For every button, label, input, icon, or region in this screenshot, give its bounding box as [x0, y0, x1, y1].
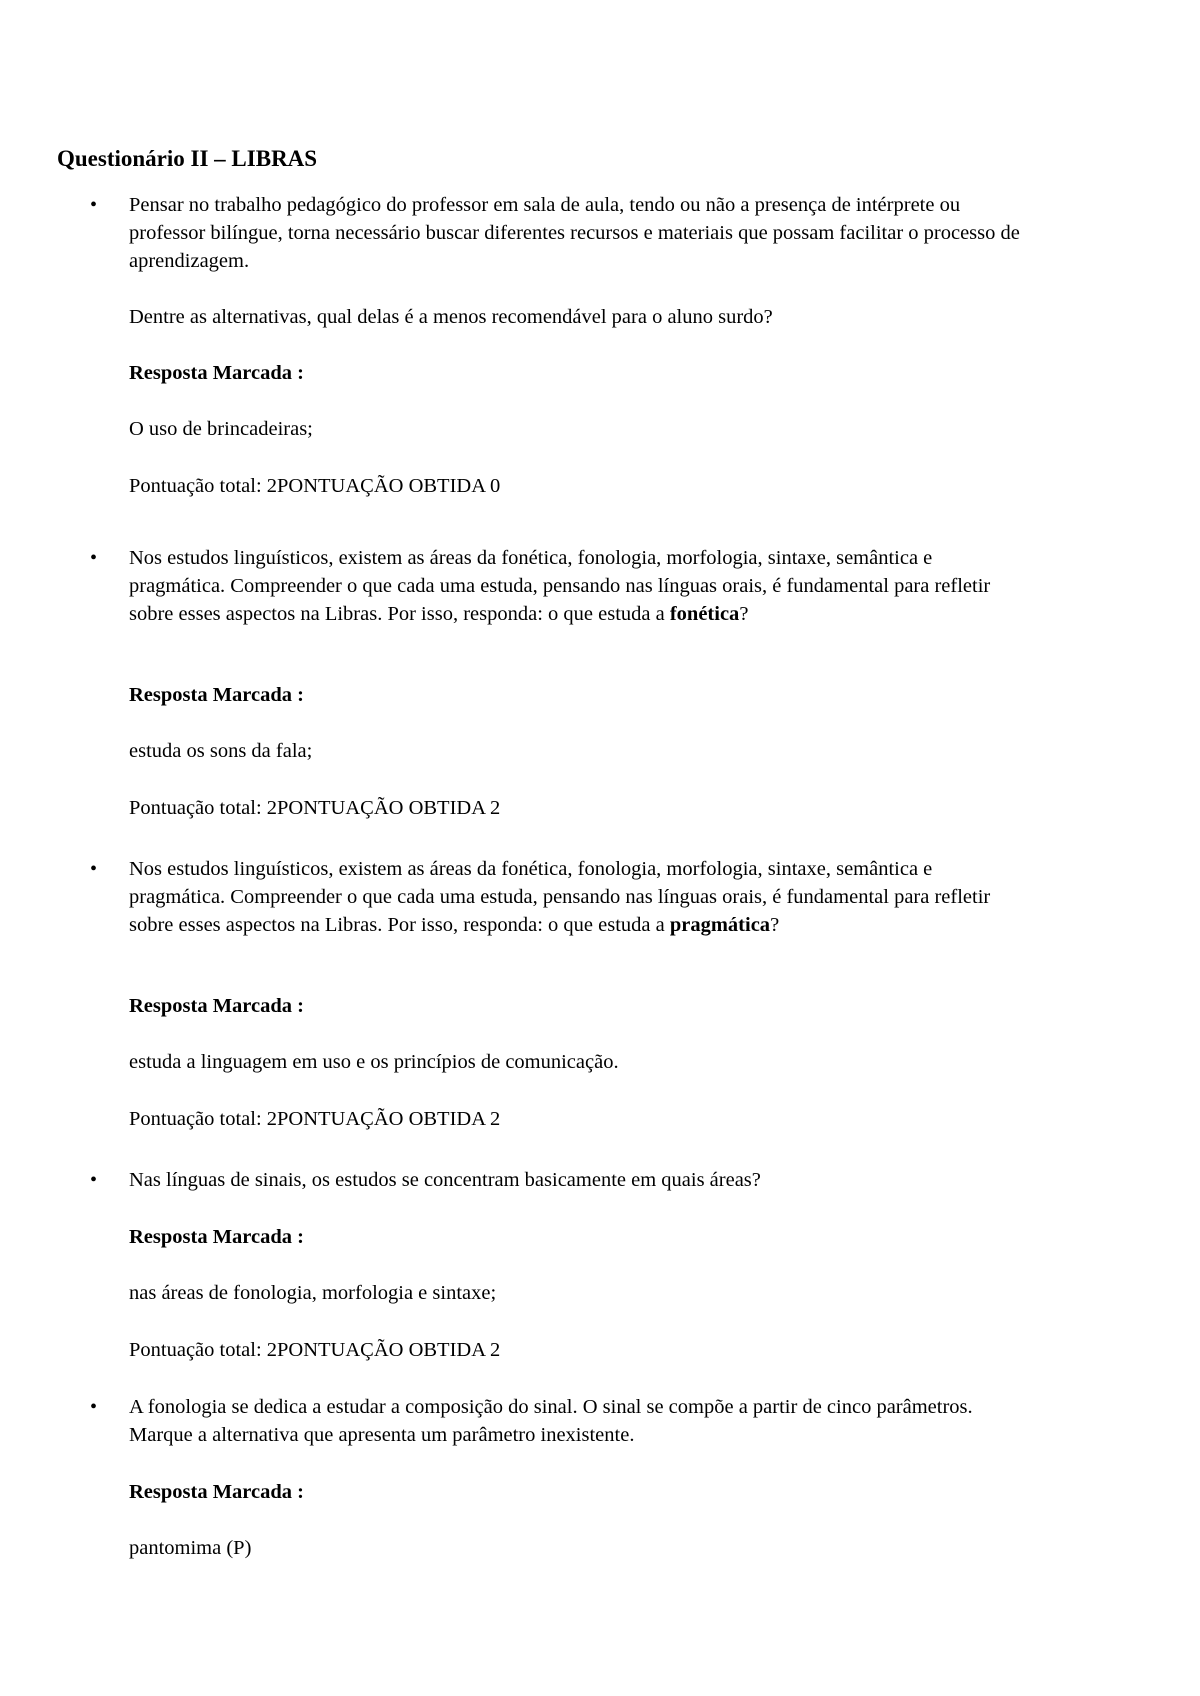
score-text: Pontuação total: 2PONTUAÇÃO OBTIDA 2 — [129, 1339, 501, 1361]
question-text-emphasis: fonética — [669, 603, 740, 625]
answer-text: estuda os sons da fala; — [129, 740, 313, 762]
document-title: Questionário II – LIBRAS — [57, 146, 318, 171]
bullet-icon: • — [90, 194, 98, 216]
answer-label: Resposta Marcada : — [129, 362, 304, 384]
question-text — [129, 544, 1029, 628]
answer-text: estuda a linguagem em uso e os princípios de comunicação. — [129, 1051, 619, 1073]
question-text: Pensar no trabalho pedagógico do professor em sala de aula, tendo ou não a presença de intérprete ou professor bilíngue, torna necessário buscar diferentes recursos e materiais que possam facilitar o processo de aprendizagem. — [129, 194, 1020, 272]
question-text-end: ? — [739, 603, 749, 625]
answer-label: Resposta Marcada : — [129, 995, 304, 1017]
question-prompt: Dentre as alternativas, qual delas é a menos recomendável para o aluno surdo? — [129, 306, 773, 328]
answer-label: Resposta Marcada : — [129, 1481, 304, 1503]
bullet-icon: • — [90, 547, 98, 569]
bullet-icon: • — [90, 858, 98, 880]
question-text — [129, 855, 1029, 939]
answer-text: O uso de brincadeiras; — [129, 418, 313, 440]
score-text: Pontuação total: 2PONTUAÇÃO OBTIDA 2 — [129, 797, 501, 819]
question-text-main: Nos estudos linguísticos, existem as áreas da fonética, fonologia, morfologia, sintaxe, semântica e pragmática. Compreender o que cada uma estuda, pensando nas línguas orais, é fundamental para refletir sobre esses aspectos na Libras. Por isso, responda: o que estuda a — [129, 547, 991, 625]
answer-label: Resposta Marcada : — [129, 1226, 304, 1248]
bullet-icon: • — [90, 1169, 98, 1191]
score-text: Pontuação total: 2PONTUAÇÃO OBTIDA 2 — [129, 1108, 501, 1130]
answer-text: pantomima (P) — [129, 1537, 252, 1559]
question-text-main: Nos estudos linguísticos, existem as áreas da fonética, fonologia, morfologia, sintaxe, semântica e pragmática. Compreender o que cada uma estuda, pensando nas línguas orais, é fundamental para refletir sobre esses aspectos na Libras. Por isso, responda: o que estuda a — [129, 858, 991, 936]
question-text: Nas línguas de sinais, os estudos se concentram basicamente em quais áreas? — [129, 1169, 761, 1191]
answer-label: Resposta Marcada : — [129, 684, 304, 706]
question-text: A fonologia se dedica a estudar a composição do sinal. O sinal se compõe a partir de cinco parâmetros. Marque a alternativa que apresenta um parâmetro inexistente. — [129, 1396, 973, 1446]
bullet-icon: • — [90, 1396, 98, 1418]
question-text-end: ? — [770, 914, 780, 936]
answer-text: nas áreas de fonologia, morfologia e sintaxe; — [129, 1282, 497, 1304]
question-text-emphasis: pragmática — [669, 914, 771, 936]
score-text: Pontuação total: 2PONTUAÇÃO OBTIDA 0 — [129, 475, 501, 497]
